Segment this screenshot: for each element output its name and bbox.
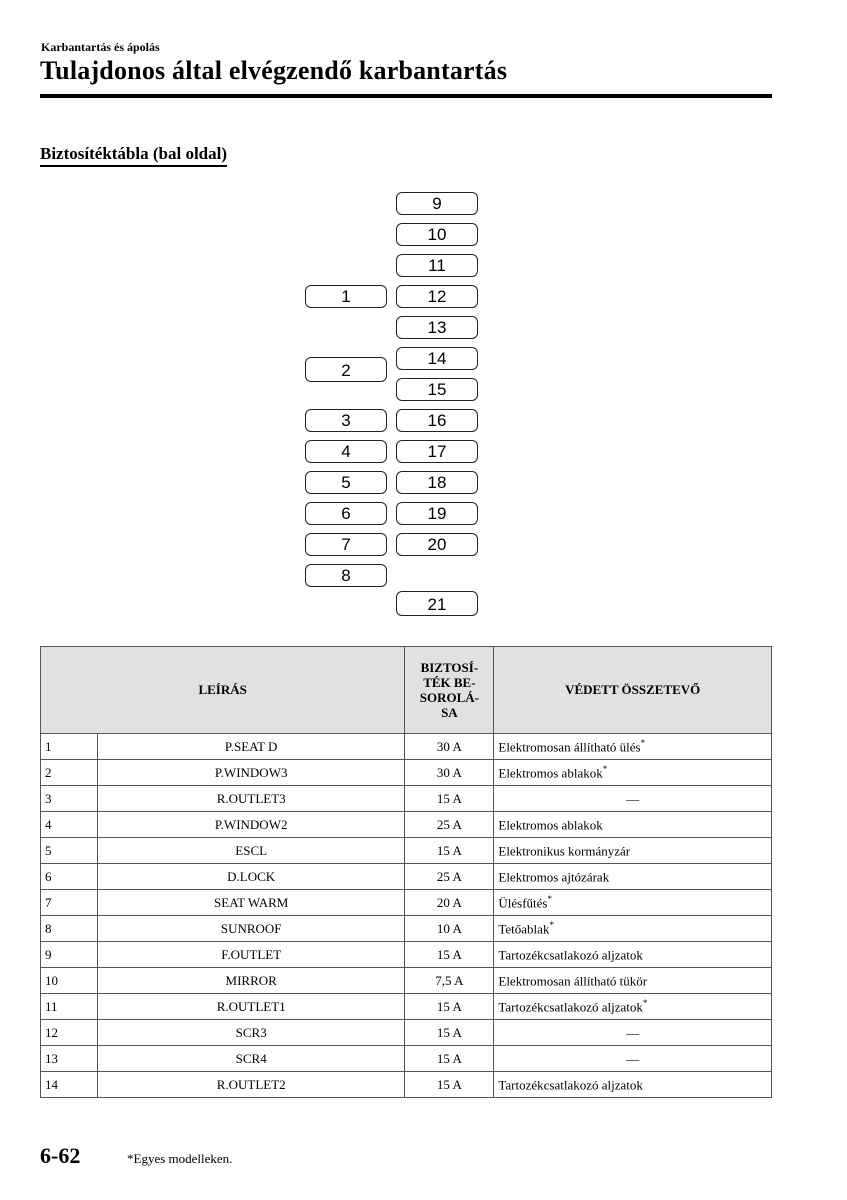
protected-text: Elektromosan állítható ülés <box>498 739 641 755</box>
header-protected: VÉDETT ÖSSZETEVŐ <box>494 647 772 734</box>
footnote-marker: * <box>547 893 552 904</box>
protected-component <box>494 1072 772 1098</box>
fuse-number: 6 <box>41 864 98 890</box>
footnote-marker: * <box>642 997 648 1008</box>
fuse-slot: 17 <box>396 440 478 463</box>
fuse-rating: 15 A <box>405 1046 494 1072</box>
protected-component <box>494 734 772 760</box>
fuse-name: SEAT WARM <box>98 890 405 916</box>
fuse-rating: 15 A <box>405 786 494 812</box>
fuse-rating: 15 A <box>405 942 494 968</box>
header-rating-line: SA <box>441 705 458 720</box>
protected-text: Ülésfűtés <box>498 895 548 911</box>
protected-component <box>494 994 772 1020</box>
fuse-name: R.OUTLET1 <box>98 994 405 1020</box>
protected-component <box>494 786 772 812</box>
table-row <box>41 1020 772 1046</box>
page-title: Tulajdonos által elvégzendő karbantartás <box>40 56 508 85</box>
footnote: *Egyes modelleken. <box>127 1151 233 1166</box>
fuse-name: MIRROR <box>98 968 405 994</box>
table-row <box>41 1072 772 1098</box>
protected-component <box>494 864 772 890</box>
footnote-marker: * <box>602 763 608 774</box>
fuse-name: P.SEAT D <box>98 734 405 760</box>
fuse-number: 2 <box>41 760 98 786</box>
protected-component <box>494 1046 772 1072</box>
fuse-slot: 8 <box>305 564 387 587</box>
protected-component <box>494 968 772 994</box>
table-row <box>41 942 772 968</box>
fuse-name: SCR3 <box>98 1020 405 1046</box>
fuse-rating: 20 A <box>405 890 494 916</box>
header-rating-line: TÉK BE- <box>423 675 476 690</box>
table-row <box>41 786 772 812</box>
fuse-rating: 15 A <box>405 994 494 1020</box>
fuse-name: ESCL <box>98 838 405 864</box>
fuse-slot: 7 <box>305 533 387 556</box>
table-row <box>41 890 772 916</box>
protected-text: Elektromos ablakok <box>498 765 603 781</box>
fuse-slot: 16 <box>396 409 478 432</box>
header-rating-line: BIZTOSÍ- <box>420 660 479 675</box>
protected-text: Tartozékcsatlakozó aljzatok <box>498 1077 643 1093</box>
protected-component <box>494 890 772 916</box>
fuse-rating: 25 A <box>405 812 494 838</box>
fuse-slot: 18 <box>396 471 478 494</box>
fuse-name: R.OUTLET2 <box>98 1072 405 1098</box>
fuse-rating: 30 A <box>405 734 494 760</box>
fuse-slot: 15 <box>396 378 478 401</box>
protected-text: — <box>626 1051 640 1067</box>
fuse-slot: 13 <box>396 316 478 339</box>
fuse-slot: 12 <box>396 285 478 308</box>
fuse-number: 1 <box>41 734 98 760</box>
fuse-slot: 20 <box>396 533 478 556</box>
fuse-name: D.LOCK <box>98 864 405 890</box>
fuse-number: 11 <box>41 994 98 1020</box>
fuse-name: F.OUTLET <box>98 942 405 968</box>
protected-component <box>494 916 772 942</box>
fuse-slot: 4 <box>305 440 387 463</box>
protected-text: Elektromosan állítható tükör <box>498 973 648 989</box>
section-label: Karbantartás és ápolás <box>41 40 160 54</box>
fuse-panel-heading: Biztosítéktábla (bal oldal) <box>40 144 227 167</box>
fuse-slot: 14 <box>396 347 478 370</box>
table-row <box>41 994 772 1020</box>
title-rule <box>40 94 772 98</box>
table-row <box>41 968 772 994</box>
fuse-number: 7 <box>41 890 98 916</box>
fuse-slot: 11 <box>396 254 478 277</box>
table-row <box>41 1046 772 1072</box>
fuse-rating: 15 A <box>405 838 494 864</box>
fuse-number: 4 <box>41 812 98 838</box>
table-header-row <box>41 647 772 734</box>
fuse-number: 14 <box>41 1072 98 1098</box>
fuse-slot: 19 <box>396 502 478 525</box>
fuse-table <box>40 646 772 1098</box>
fuse-rating: 7,5 A <box>405 968 494 994</box>
fuse-number: 9 <box>41 942 98 968</box>
fuse-slot: 21 <box>396 591 478 616</box>
table-row <box>41 864 772 890</box>
table-row <box>41 838 772 864</box>
fuse-number: 12 <box>41 1020 98 1046</box>
header-rating-line: SOROLÁ- <box>419 690 479 705</box>
fuse-slot: 10 <box>396 223 478 246</box>
protected-text: — <box>626 791 640 807</box>
footnote-marker: * <box>549 919 554 930</box>
fuse-slot: 6 <box>305 502 387 525</box>
fuse-number: 8 <box>41 916 98 942</box>
protected-text: Elektronikus kormányzár <box>498 843 631 859</box>
table-row <box>41 812 772 838</box>
fuse-number: 3 <box>41 786 98 812</box>
protected-text: Elektromos ablakok <box>498 817 603 833</box>
fuse-rating: 30 A <box>405 760 494 786</box>
fuse-slot: 2 <box>305 357 387 382</box>
page-number: 6-62 <box>40 1143 81 1168</box>
protected-component <box>494 760 772 786</box>
header-rating <box>405 647 494 734</box>
fuse-rating: 15 A <box>405 1072 494 1098</box>
fuse-name: SCR4 <box>98 1046 405 1072</box>
protected-component <box>494 942 772 968</box>
fuse-number: 5 <box>41 838 98 864</box>
protected-text: Elektromos ajtózárak <box>498 869 610 885</box>
fuse-number: 13 <box>41 1046 98 1072</box>
table-row <box>41 916 772 942</box>
fuse-name: P.WINDOW3 <box>98 760 405 786</box>
fuse-slot: 3 <box>305 409 387 432</box>
fuse-rating: 25 A <box>405 864 494 890</box>
fuse-rating: 10 A <box>405 916 494 942</box>
fuse-slot: 5 <box>305 471 387 494</box>
protected-text: Tetőablak <box>498 921 550 937</box>
protected-text: Tartozékcsatlakozó aljzatok <box>498 999 643 1015</box>
table-row <box>41 760 772 786</box>
protected-text: — <box>626 1025 640 1041</box>
fuse-number: 10 <box>41 968 98 994</box>
fuse-name: P.WINDOW2 <box>98 812 405 838</box>
footnote-marker: * <box>640 737 646 748</box>
fuse-name: SUNROOF <box>98 916 405 942</box>
table-row <box>41 734 772 760</box>
header-description: LEÍRÁS <box>41 647 405 734</box>
protected-component <box>494 812 772 838</box>
protected-component <box>494 838 772 864</box>
fuse-slot: 1 <box>305 285 387 308</box>
fuse-name: R.OUTLET3 <box>98 786 405 812</box>
fuse-slot: 9 <box>396 192 478 215</box>
protected-component <box>494 1020 772 1046</box>
fuse-rating: 15 A <box>405 1020 494 1046</box>
protected-text: Tartozékcsatlakozó aljzatok <box>498 947 643 963</box>
